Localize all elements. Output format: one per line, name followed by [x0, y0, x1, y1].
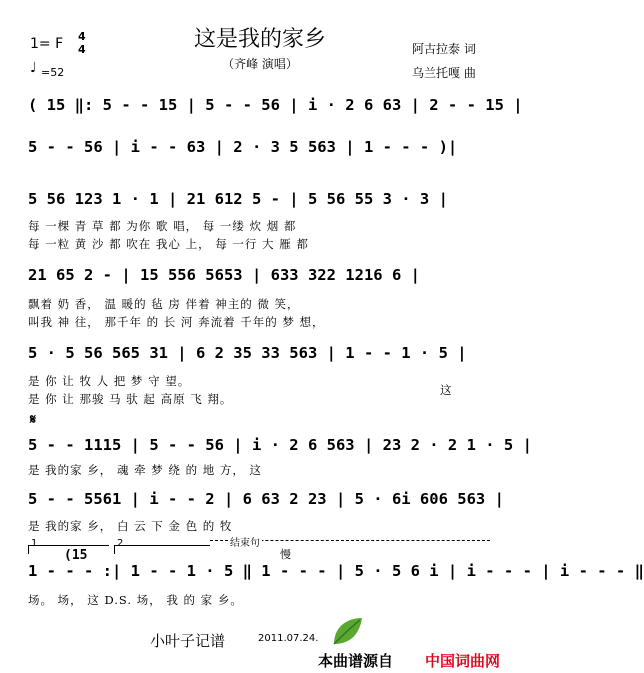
- lyric-line-3a: 每 一棵 青 草 都 为你 歌 唱， 每 一缕 炊 烟 都: [28, 219, 297, 233]
- score-line-1: ( 15 ‖: 5 - - 15 | 5 - - 56 | i · 2 6 63 | 2 - - 15 |: [28, 96, 523, 114]
- lyricist: 阿古拉泰 词: [412, 42, 476, 56]
- score-line-2: 5 - - 56 | i - - 63 | 2 · 3 5 563 | 1 - - - )|: [28, 138, 458, 156]
- time-signature-top: 4: [78, 30, 86, 43]
- volta-bracket-1: 1: [28, 545, 109, 554]
- lyric-line-3b: 每 一粒 黄 沙 都 吹在 我心 上， 每 一行 大 雁 都: [28, 237, 309, 251]
- lyric-side-word: 这: [440, 383, 453, 397]
- source-label: 本曲谱源自: [318, 652, 394, 670]
- composer: 乌兰托嘎 曲: [412, 66, 476, 80]
- transcriber-credit: 小叶子记谱: [150, 632, 226, 650]
- pickup-notes: (15: [64, 548, 88, 563]
- segno-icon: 𝄋: [30, 412, 37, 428]
- key-signature: 1= F: [30, 36, 64, 52]
- lyric-line-8: 场。 场， 这 D.S. 场， 我 的 家 乡。: [28, 593, 243, 607]
- source-site[interactable]: 中国词曲网: [425, 652, 501, 670]
- tempo-marking: =52: [41, 66, 65, 79]
- lyric-line-5a: 是 你 让 牧 人 把 梦 守 望。: [28, 374, 191, 388]
- lyric-line-6: 是 我的家 乡， 魂 牵 梦 绕 的 地 方， 这: [28, 463, 263, 477]
- lyric-line-7: 是 我的家 乡， 白 云 下 金 色 的 牧: [28, 519, 233, 533]
- lyric-line-5b: 是 你 让 那骏 马 驮 起 高原 飞 翔。: [28, 392, 233, 406]
- score-line-7: 5 - - 5561 | i - - 2 | 6 63 2 23 | 5 · 6i 606 563 |: [28, 490, 504, 508]
- singer-subtitle: （齐峰 演唱）: [222, 57, 298, 71]
- lyric-line-4a: 飘着 奶 香， 温 暖的 毡 房 伴着 神主的 微 笑，: [28, 297, 300, 311]
- leaf-logo-icon: [330, 614, 366, 648]
- score-line-3: 5 56 123 1 · 1 | 21 612 5 - | 5 56 55 3 · 3 |: [28, 190, 448, 208]
- song-title: 这是我的家乡: [193, 27, 326, 52]
- transcription-date: 2011.07.24.: [258, 633, 319, 644]
- score-line-8: 1 - - - :| 1 - - 1 · 5 ‖ 1 - - - | 5 · 5 6 i | i - - - | i - - - ‖: [28, 562, 644, 580]
- score-line-5: 5 · 5 56 565 31 | 6 2 35 33 563 | 1 - - 1 · 5 |: [28, 344, 467, 362]
- slow-marking: 慢: [280, 548, 291, 561]
- time-signature-bottom: 4: [78, 43, 86, 56]
- ending-label: 结束句: [228, 534, 262, 549]
- quarter-note-icon: ♩: [30, 60, 37, 76]
- lyric-line-4b: 叫我 神 往， 那千年 的 长 河 奔流着 千年的 梦 想，: [28, 315, 325, 329]
- score-line-4: 21 65 2 - | 15 556 5653 | 633 322 1216 6 |: [28, 266, 420, 284]
- volta-bracket-2: 2: [114, 545, 210, 554]
- score-line-6: 5 - - 1115 | 5 - - 56 | i · 2 6 563 | 23 2 · 2 1 · 5 |: [28, 436, 532, 454]
